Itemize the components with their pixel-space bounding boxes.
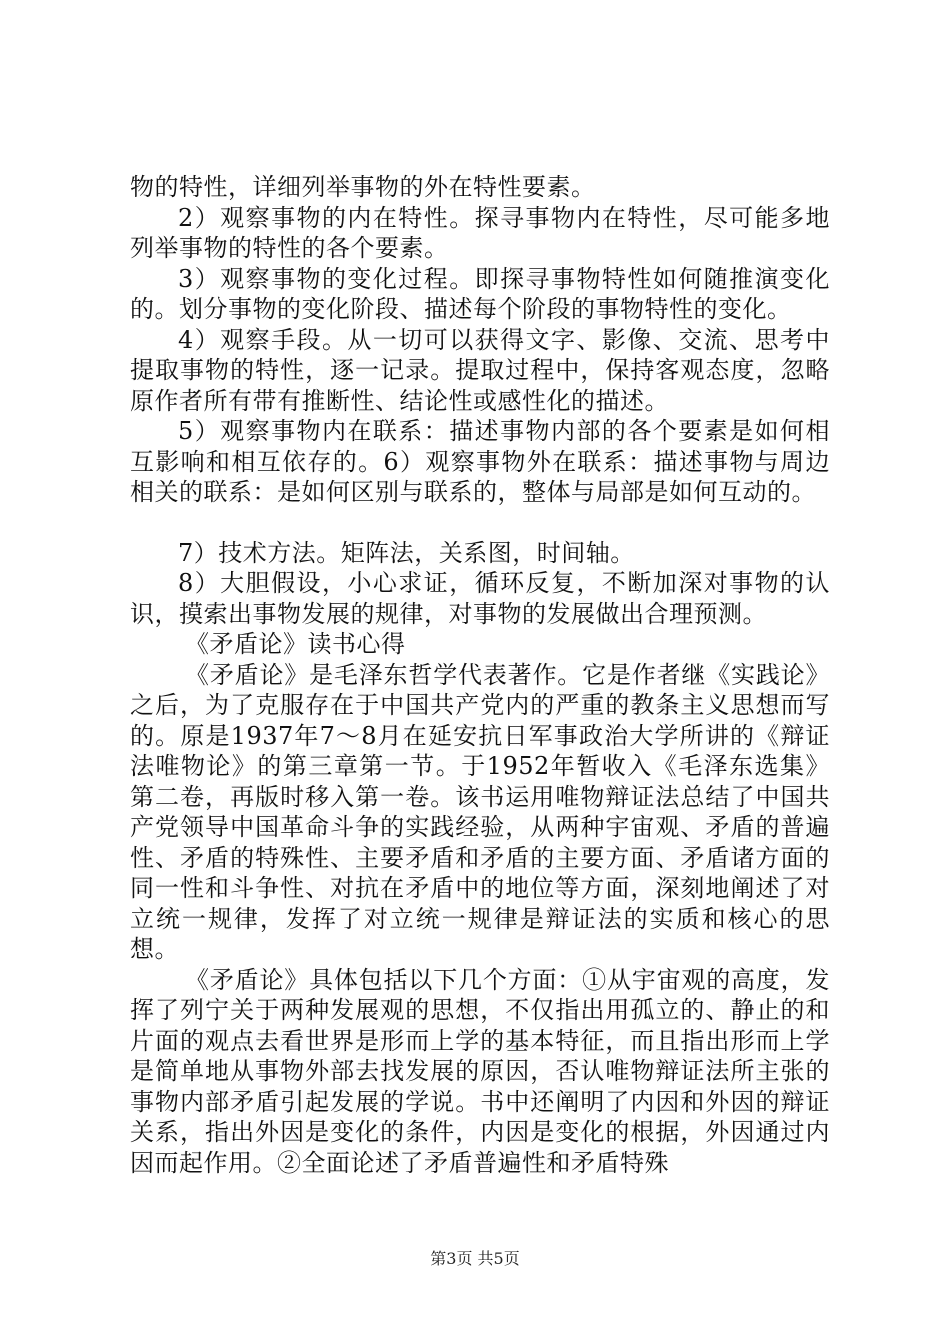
paragraph: 5）观察事物内在联系：描述事物内部的各个要素是如何相互影响和相互依存的。6）观察事物外在联系：描述事物与周边相关的联系：是如何区别与联系的，整体与局部是如何互动的。 bbox=[130, 417, 830, 506]
paragraph: 《矛盾论》具体包括以下几个方面：①从宇宙观的高度，发挥了列宁关于两种发展观的思想，不仅指出用孤立的、静止的和片面的观点去看世界是形而上学的基本特征，而且指出形而上学是简单地从事物外部去找发展的原因，否认唯物辩证法所主张的事物内部矛盾引起发展的学说。书中还阐明了内因和外因的辩证关系，指出外因是变化的条件，内因是变化的根据，外因通过内因而起作用。②全面论述了矛盾普遍性和矛盾特殊 bbox=[130, 965, 830, 1177]
paragraph: 8）大胆假设，小心求证，循环反复，不断加深对事物的认识，摸索出事物发展的规律，对事物的发展做出合理预测。 bbox=[130, 569, 830, 628]
paragraph: 4）观察手段。从一切可以获得文字、影像、交流、思考中提取事物的特性，逐一记录。提取过程中，保持客观态度，忽略原作者所有带有推断性、结论性或感性化的描述。 bbox=[130, 325, 830, 415]
document-body bbox=[130, 172, 830, 1178]
paragraph: 7）技术方法。矩阵法，关系图，时间轴。 bbox=[178, 538, 635, 567]
paragraph: 物的特性，详细列举事物的外在特性要素。 bbox=[130, 173, 596, 201]
paragraph: 《矛盾论》是毛泽东哲学代表著作。它是作者继《实践论》之后，为了克服存在于中国共产党内的严重的教条主义思想而写的。原是1937年7～8月在延安抗日军事政治大学所讲的《辩证法唯物论》的第三章第一节。于1952年暂收入《毛泽东选集》第二卷，再版时移入第一卷。该书运用唯物辩证法总结了中国共产党领导中国革命斗争的实践经验，从两种宇宙观、矛盾的普遍性、矛盾的特殊性、主要矛盾和矛盾的主要方面、矛盾诸方面的同一性和斗争性、对抗在矛盾中的地位等方面，深刻地阐述了对立统一规律，发挥了对立统一规律是辩证法的实质和核心的思想。 bbox=[130, 660, 830, 963]
section-heading: 《矛盾论》读书心得 bbox=[185, 630, 406, 658]
page-footer: 第3页 共5页 bbox=[430, 1249, 520, 1268]
paragraph: 3）观察事物的变化过程。即探寻事物特性如何随推演变化的。划分事物的变化阶段、描述每个阶段的事物特性的变化。 bbox=[130, 264, 830, 323]
paragraph: 2）观察事物的内在特性。探寻事物内在特性，尽可能多地列举事物的特性的各个要素。 bbox=[130, 203, 830, 262]
